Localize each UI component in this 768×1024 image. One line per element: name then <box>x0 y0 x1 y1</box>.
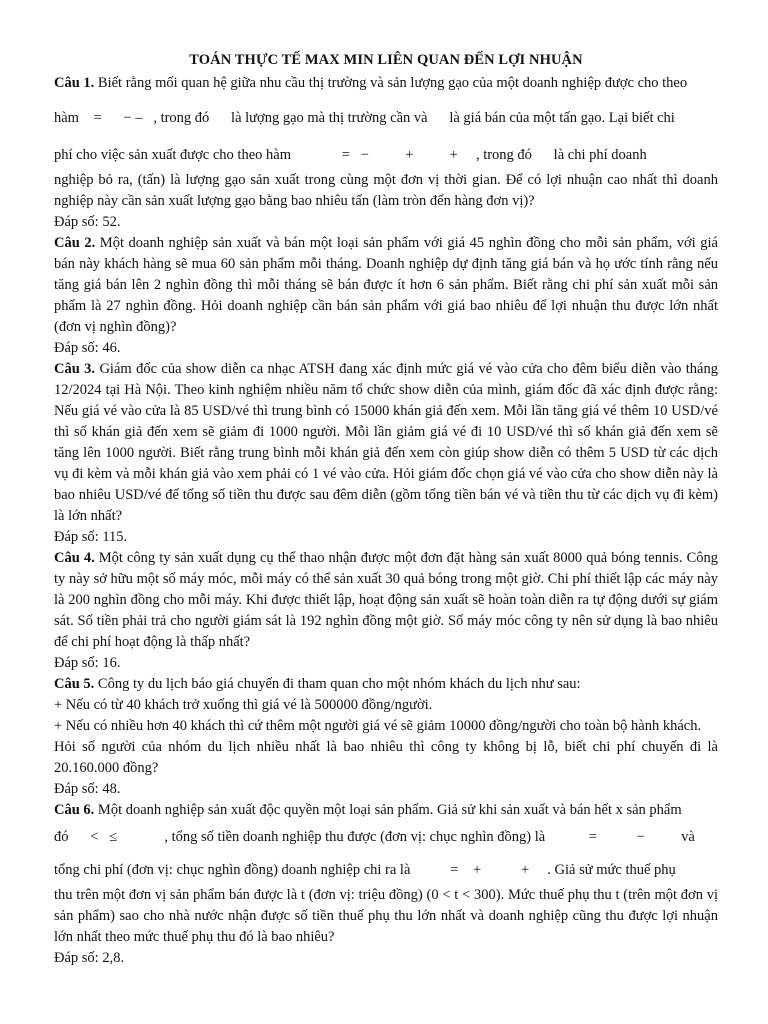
question-4-text: Câu 4. Một công ty sản xuất dụng cụ thể thao nhận được một đơn đặt hàng sản xuất 8000 quả bóng tennis. Công ty này sở hữu một số máy móc, mỗi máy có thể sản xuất 30 quả bóng trong một giờ. Chi phí thiết lập các máy này là 200 nghìn đồng cho mỗi máy. Khi được thiết lập, hoạt động sản xuất sẽ hoàn toàn diễn ra tự động dưới sự giám sát. Số tiền phải trả cho người giám sát là 192 nghìn đồng một giờ. Số máy móc công ty nên sử dụng là bao nhiêu để chi phí hoạt động là thấp nhất? <box>54 550 718 650</box>
question-1-line-1: Câu 1. Biết rằng mối quan hệ giữa nhu cầu thị trường và sản lượng gạo của một doanh nghiệp được cho theo <box>54 75 688 91</box>
question-3 <box>54 359 718 548</box>
question-6-formula-line-1: đó < ≤ , tổng số tiền doanh nghiệp thu được (đơn vị: chục nghìn đồng) là = − và <box>54 829 695 845</box>
question-1-label: Câu 1. <box>54 75 95 91</box>
question-3-label: Câu 3. <box>54 361 96 377</box>
question-3-text: Câu 3. Giám đốc của show diễn ca nhạc ATSH đang xác định mức giá vé vào cửa cho đêm biểu diễn vào tháng 12/2024 tại Hà Nội. Theo kinh nghiệm nhiều năm tổ chức show diễn của mình, giám đốc đã xác định được rằng: Nếu giá vé vào cửa là 85 USD/vé thì trung bình có 15000 khán giả đến xem. Mỗi lần tăng giá vé thêm 10 USD/vé thì số khán giả đến xem sẽ giảm đi 1000 người. Mỗi lần giảm giá vé đi 10 USD/vé thì số khán giả đến xem sẽ tăng lên 1000 người. Biết rằng trung bình mỗi khán giả đến xem còn giúp show diễn có thêm 5 USD từ các dịch vụ đi kèm và mỗi khán giả vào xem phải có 1 vé vào cửa. Hỏi giám đốc chọn giá vé vào cửa cho show diễn này là bao nhiêu USD/vé để tổng số tiền thu được sau đêm diễn (gồm tổng tiền bán vé và tiền thu từ các dịch vụ đi kèm) là lớn nhất? <box>54 361 718 524</box>
question-2-answer: Đáp số: 46. <box>54 340 121 356</box>
question-5-question: Hỏi số người của nhóm du lịch nhiều nhất là bao nhiêu thì công ty không bị lỗ, biết chi phí chuyến đi là 20.160.000 đồng? <box>54 739 718 776</box>
question-3-answer: Đáp số: 115. <box>54 529 128 545</box>
question-6-label: Câu 6. <box>54 802 95 818</box>
question-6-answer: Đáp số: 2,8. <box>54 950 125 966</box>
page-title: TOÁN THỰC TẾ MAX MIN LIÊN QUAN ĐẾN LỢI NHUẬN <box>189 52 583 68</box>
question-1 <box>54 73 718 233</box>
question-1-text: nghiệp bỏ ra, (tấn) là lượng gạo sản xuất trong cùng một đơn vị thời gian. Để có lợi nhuận cao nhất thì doanh nghiệp này cần sản xuất lượng gạo bằng bao nhiêu tấn (làm tròn đến hàng đơn vị)? <box>54 172 718 209</box>
question-6-line-1: Câu 6. Một doanh nghiệp sản xuất độc quyền một loại sản phẩm. Giả sử khi sản xuất và bán hết x sản phẩm <box>54 802 682 818</box>
question-5-answer: Đáp số: 48. <box>54 781 121 797</box>
question-4-label: Câu 4. <box>54 550 95 566</box>
question-5-bullet-1: + Nếu có từ 40 khách trở xuống thì giá vé là 500000 đồng/người. <box>54 697 433 713</box>
question-2-label: Câu 2. <box>54 235 96 251</box>
question-1-answer: Đáp số: 52. <box>54 214 121 230</box>
question-5-bullet-2: + Nếu có nhiều hơn 40 khách thì cứ thêm một người giá vé sẽ giảm 10000 đồng/người cho toàn bộ hành khách. <box>54 718 702 734</box>
question-4 <box>54 548 718 674</box>
question-6-text: thu trên một đơn vị sản phẩm bán được là t (đơn vị: triệu đồng) (0 < t < 300). Mức thuế phụ thu t (trên một đơn vị sản phẩm) sao cho nhà nước nhận được số tiền thuế phụ thu lớn nhất và doanh nghiệp cũng thu được lợi nhuận lớn nhất theo mức thuế phụ thu đó là bao nhiêu? <box>54 887 718 945</box>
question-4-answer: Đáp số: 16. <box>54 655 121 671</box>
question-6 <box>54 800 718 969</box>
question-2-text: Câu 2. Một doanh nghiệp sản xuất và bán một loại sản phẩm với giá 45 nghìn đồng cho mỗi sản phẩm, với giá bán này khách hàng sẽ mua 60 sản phẩm mỗi tháng. Doanh nghiệp dự định tăng giá bán và họ ước tính rằng nếu tăng giá bán lên 2 nghìn đồng thì mỗi tháng sẽ bán được ít hơn 6 sản phẩm. Biết rằng chi phí sản xuất mỗi sản phẩm là 27 nghìn đồng. Hỏi doanh nghiệp cần bán sản phẩm với giá bao nhiêu để lợi nhuận thu được lớn nhất (đơn vị nghìn đồng)? <box>54 235 718 335</box>
question-1-formula-line-2: phí cho việc sản xuất được cho theo hàm = − + + , trong đó là chi phí doanh <box>54 147 647 163</box>
question-2 <box>54 233 718 359</box>
question-5-intro: Câu 5. Công ty du lịch báo giá chuyến đi tham quan cho một nhóm khách du lịch như sau: <box>54 676 581 692</box>
question-6-formula-line-2: tổng chi phí (đơn vị: chục nghìn đồng) doanh nghiệp chi ra là = + + . Giả sử mức thuế phụ <box>54 862 676 878</box>
question-5-label: Câu 5. <box>54 676 95 692</box>
question-1-formula-line-1: hàm = − – , trong đó là lượng gạo mà thị trường cần và là giá bán của một tấn gạo. Lại biết chi <box>54 110 675 126</box>
question-5 <box>54 674 718 800</box>
